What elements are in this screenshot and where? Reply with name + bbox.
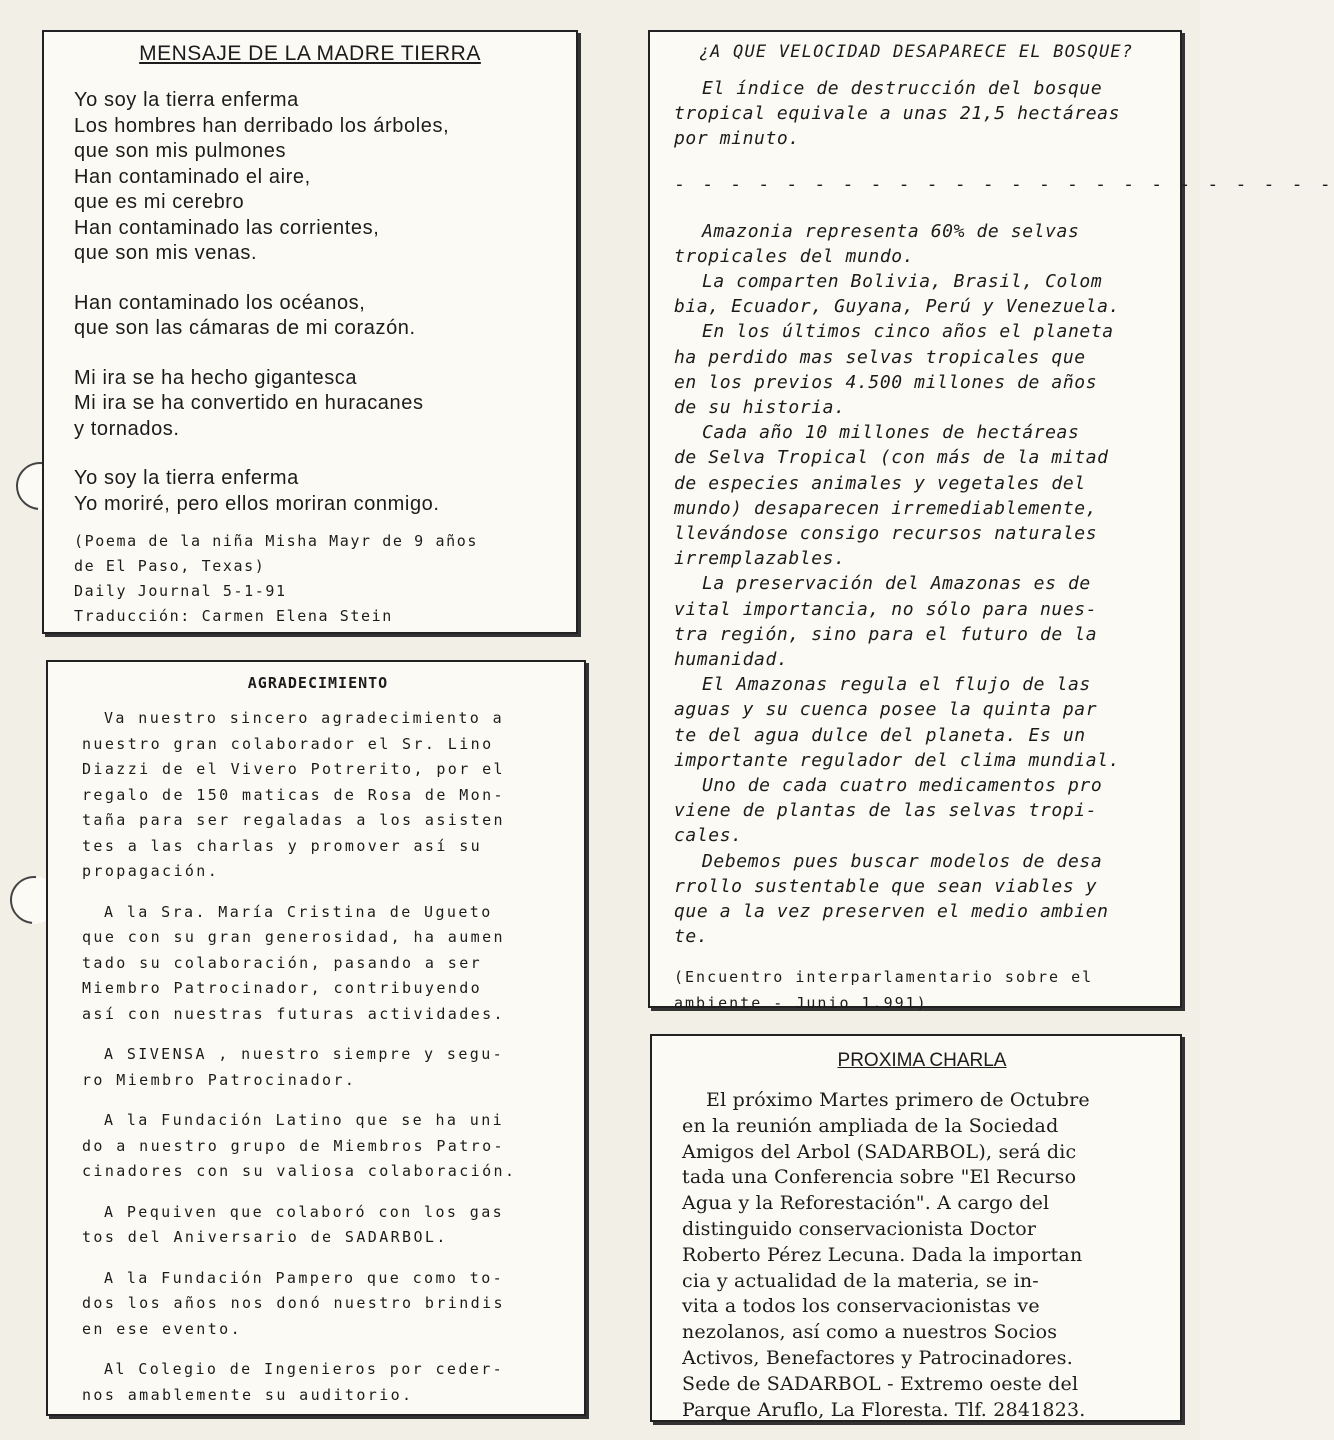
text-line: mundo) desaparecen irremediablemente, — [674, 497, 1098, 519]
next-talk-title: PROXIMA CHARLA — [837, 1050, 1007, 1071]
text-line: tada una Conferencia sobre "El Recurso — [682, 1166, 1077, 1189]
next-talk-box — [650, 1034, 1182, 1422]
text-line: do a nuestro grupo de Miembros Patro- — [82, 1136, 505, 1155]
text-line: regalo de 150 maticas de Rosa de Mon- — [82, 785, 505, 804]
text-line: irremplazables. — [674, 548, 846, 570]
text-line: en ese evento. — [82, 1319, 243, 1338]
poem-line: que son mis pulmones — [74, 140, 287, 162]
text-line: de su historia. — [674, 397, 846, 419]
text-line: Amazonia representa 60% de selvas — [702, 220, 1080, 242]
text-line: Diazzi de el Vivero Potrerito, por el — [82, 760, 505, 778]
text-line: Debemos pues buscar modelos de desa — [702, 850, 1103, 872]
poem-line: Han contaminado el aire, — [74, 165, 311, 188]
text-line: Sede de SADARBOL - Extremo oeste del — [682, 1372, 1079, 1395]
poem-line: Yo moriré, pero ellos moriran conmigo. — [74, 492, 440, 515]
text-line: en los previos 4.500 millones de años — [674, 371, 1098, 393]
text-line: Cada año 10 millones de hectáreas — [702, 422, 1080, 444]
acknowledgement-paragraph — [82, 1108, 554, 1185]
text-line: importante regulador del clima mundial. — [674, 749, 1121, 771]
source-citation — [674, 964, 1158, 1016]
text-line: que a la vez preserven el medio ambien — [674, 901, 1109, 923]
text-line: A la Sra. María Cristina de Ugueto — [104, 902, 493, 921]
text-line: La preservación del Amazonas es de — [702, 573, 1091, 595]
text-line: así con nuestras futuras actividades. — [82, 1004, 505, 1023]
poem-line: Yo soy la tierra enferma — [74, 467, 299, 489]
text-line: en la reunión ampliada de la Sociedad — [682, 1114, 1059, 1137]
poem-line: Han contaminado las corrientes, — [74, 216, 380, 239]
poem-title: MENSAJE DE LA MADRE TIERRA — [139, 42, 481, 65]
text-line: ha perdido mas selvas tropicales que — [674, 346, 1086, 368]
acknowledgement-paragraph — [82, 1266, 554, 1343]
text-line: nezolanos, así como a nuestros Socios — [682, 1321, 1058, 1344]
text-line: llevándose consigo recursos naturales — [674, 523, 1098, 545]
text-line: Uno de cada cuatro medicamentos pro — [702, 775, 1103, 797]
text-line: tado su colaboración, pasando a ser — [82, 953, 483, 972]
credit-line: Daily Journal 5-1-91 — [74, 582, 287, 600]
poem-line: Los hombres han derribado los árboles, — [74, 114, 450, 137]
poem-stanza — [74, 291, 546, 342]
text-line: cales. — [674, 825, 743, 847]
text-line: (Encuentro interparlamentario sobre el — [674, 967, 1094, 986]
text-line: bia, Ecuador, Guyana, Perú y Venezuela. — [674, 296, 1121, 318]
text-line: ambiente - Junio 1.991) — [674, 993, 928, 1012]
text-line: propagación. — [82, 862, 220, 880]
text-line: Agua y la Reforestación". A cargo del — [682, 1192, 1050, 1215]
acknowledgement-title: AGRADECIMIENTO — [247, 674, 389, 692]
text-line: tos del Aniversario de SADARBOL. — [82, 1228, 448, 1246]
poem-line: que es mi cerebro — [74, 191, 245, 213]
acknowledgement-box — [46, 660, 586, 1416]
text-line: Al Colegio de Ingenieros por ceder- — [104, 1360, 505, 1378]
text-line: te. — [674, 926, 709, 948]
text-line: Roberto Pérez Lecuna. Dada la importan — [682, 1243, 1083, 1266]
text-line: cia y actualidad de la materia, se in- — [682, 1269, 1039, 1292]
text-line: nuestro gran colaborador el Sr. Lino — [82, 734, 494, 753]
text-line: distinguido conservacionista Doctor — [682, 1217, 1037, 1240]
text-line: te del agua dulce del planeta. Es un — [674, 724, 1086, 746]
forest-speed-box — [648, 30, 1334, 1012]
text-line: viene de plantas de las selvas tropi- — [674, 800, 1098, 822]
poem-line: Yo soy la tierra enferma — [74, 89, 299, 111]
text-line: nos amablemente su auditorio. — [82, 1385, 414, 1404]
text-line: En los últimos cinco años el planeta — [702, 321, 1114, 343]
text-line: de Selva Tropical (con más de la mitad — [674, 447, 1109, 469]
text-line: rrollo sustentable que sean viables y — [674, 875, 1098, 897]
text-line: dos los años nos donó nuestro brindis — [82, 1294, 505, 1312]
forest-speed-title: ¿A QUE VELOCIDAD DESAPARECE EL BOSQUE? — [698, 42, 1134, 62]
text-line: A la Fundación Pampero que como to- — [104, 1268, 505, 1287]
poem-line: que son mis venas. — [74, 242, 258, 264]
poem-credits — [74, 529, 546, 629]
next-talk-body — [682, 1088, 1162, 1423]
dashed-separator: - - - - - - - - - - - - - - - - - - - - - - - - — [674, 173, 1334, 195]
credit-line: Traducción: Carmen Elena Stein — [74, 607, 393, 625]
text-line: por minuto. — [674, 128, 800, 150]
text-line: Activos, Benefactores y Patrocinadores. — [682, 1346, 1073, 1369]
text-line: A Pequiven que colaboró con los gas — [104, 1202, 505, 1221]
text-line: La comparten Bolivia, Brasil, Colom — [702, 271, 1103, 293]
text-line: de especies animales y vegetales del — [674, 472, 1086, 494]
poem-line: Mi ira se ha convertido en huracanes — [74, 392, 424, 414]
credit-line: (Poema de la niña Misha Mayr de 9 años — [74, 532, 478, 550]
poem-stanza — [74, 366, 546, 443]
text-line: tropical equivale a unas 21,5 hectáreas — [674, 103, 1121, 125]
poem-box — [42, 30, 578, 634]
acknowledgement-paragraph — [82, 706, 554, 885]
text-line: tra región, sino para el futuro de la — [674, 623, 1098, 645]
text-line: humanidad. — [674, 649, 789, 671]
poem-stanza — [74, 466, 546, 517]
credit-line: de El Paso, Texas) — [74, 557, 266, 575]
text-line: Amigos del Arbol (SADARBOL), será dic — [682, 1140, 1077, 1163]
intro-paragraph — [674, 76, 1158, 152]
text-line: vital importancia, no sólo para nues- — [674, 598, 1098, 620]
text-line: El próximo Martes primero de Octubre — [706, 1089, 1090, 1111]
text-line: aguas y su cuenca posee la quinta par — [674, 699, 1098, 721]
text-line: vita a todos los conservacionistas ve — [682, 1295, 1040, 1318]
text-line: Miembro Patrocinador, contribuyendo — [82, 979, 483, 997]
text-line: El Amazonas regula el flujo de las — [702, 674, 1091, 696]
text-line: ro Miembro Patrocinador. — [82, 1070, 357, 1089]
poem-line: que son las cámaras de mi corazón. — [74, 317, 416, 339]
text-line: A la Fundación Latino que se ha uni — [104, 1111, 505, 1129]
text-line: Parque Aruflo, La Floresta. Tlf. 2841823. — [682, 1398, 1086, 1421]
acknowledgement-paragraph — [82, 1357, 554, 1408]
poem-line: y tornados. — [74, 417, 180, 440]
text-line: tes a las charlas y promover así su — [82, 836, 483, 855]
poem-line: Mi ira se ha hecho gigantesca — [74, 366, 358, 389]
acknowledgement-paragraph — [82, 1200, 554, 1251]
text-line: tropicales del mundo. — [674, 245, 915, 267]
facts-body — [674, 219, 1158, 950]
text-line: El índice de destrucción del bosque — [702, 78, 1103, 99]
text-line: A SIVENSA , nuestro siempre y segu- — [104, 1045, 505, 1063]
acknowledgement-paragraph — [82, 900, 554, 1028]
poem-line: Han contaminado los océanos, — [74, 291, 366, 314]
text-line: Va nuestro sincero agradecimiento a — [104, 709, 505, 727]
poem-stanza — [74, 88, 546, 267]
text-line: taña para ser regaladas a los asisten — [82, 811, 505, 829]
text-line: cinadores con su valiosa colaboración. — [82, 1162, 517, 1180]
acknowledgement-paragraph — [82, 1042, 554, 1093]
text-line: que con su gran generosidad, ha aumen — [82, 928, 505, 946]
